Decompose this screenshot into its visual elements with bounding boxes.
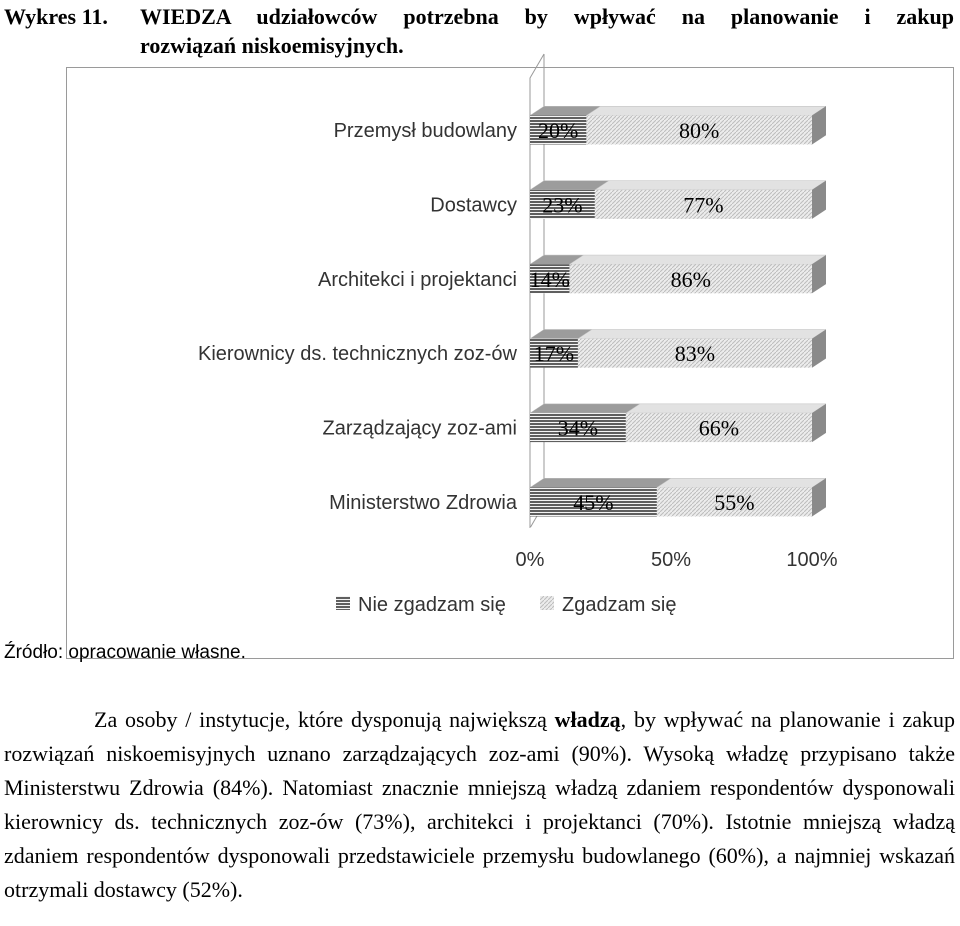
category-label: Dostawcy bbox=[430, 194, 517, 217]
legend-label: Zgadzam się bbox=[562, 594, 677, 616]
bar-top-disagree bbox=[530, 404, 640, 413]
data-label: 86% bbox=[670, 266, 711, 292]
x-tick-label: 100% bbox=[786, 549, 838, 571]
data-label: 23% bbox=[542, 192, 583, 218]
bar-top-disagree bbox=[530, 478, 671, 487]
bar-top-agree bbox=[595, 181, 826, 190]
data-label: 83% bbox=[674, 341, 716, 367]
chart-legend bbox=[336, 594, 677, 616]
body-text-start: Za osoby / instytucje, które dysponują największą bbox=[94, 707, 555, 732]
legend-swatch-disagree bbox=[336, 596, 350, 610]
data-label: 77% bbox=[683, 192, 724, 218]
bar-top-agree bbox=[569, 255, 826, 264]
figure-number: Wykres 11. bbox=[4, 4, 108, 29]
data-label: 20% bbox=[538, 118, 579, 143]
data-label: 66% bbox=[698, 415, 740, 441]
x-tick-label: 50% bbox=[650, 549, 692, 571]
category-label: Ministerstwo Zdrowia bbox=[329, 492, 517, 514]
data-label: 17% bbox=[533, 341, 575, 367]
bar-top-agree bbox=[586, 106, 826, 115]
category-label: Przemysł budowlany bbox=[333, 120, 517, 142]
x-tick-label: 0% bbox=[515, 549, 545, 571]
chart-bars bbox=[530, 106, 826, 516]
data-label: 45% bbox=[573, 490, 614, 515]
legend-swatch-agree bbox=[540, 596, 554, 610]
source-note: Źródło: opracowanie własne. bbox=[4, 642, 246, 663]
data-label: 34% bbox=[557, 415, 599, 441]
legend-label: Nie zgadzam się bbox=[358, 594, 506, 616]
data-label: 55% bbox=[714, 490, 755, 515]
body-text-end: , by wpływać na planowanie i zakup rozwiązań niskoemisyjnych uznano zarządzających zoz-ami (90%). Wysoką władzę przypisano także Ministerstwu Zdrowia (84%). Natomiast znacznie mniejszą władzą zdaniem respondentów dysponowali kierownicy ds. technicznych zoz-ów (73%), architekci i projektanci (70%). Istotnie mniejszą władzą zdaniem respondentów dysponowali przedstawiciele przemysłu budowlanego (60%), a najmniej wskazań otrzymali dostawcy (52%). bbox=[4, 707, 956, 902]
bar-top-agree bbox=[578, 329, 826, 338]
category-label: Architekci i projektanci bbox=[318, 268, 517, 291]
data-label: 80% bbox=[679, 118, 720, 143]
category-label: Zarządzający zoz-ami bbox=[322, 417, 517, 440]
bar-top-agree bbox=[657, 478, 826, 487]
body-paragraph bbox=[4, 703, 955, 907]
body-text-bold: władzą bbox=[554, 707, 621, 732]
figure-title-line-1: WIEDZA udziałowców potrzebna by wpływać na planowanie i zakup bbox=[140, 4, 954, 29]
category-label: Kierownicy ds. technicznych zoz-ów bbox=[197, 343, 517, 366]
data-label: 14% bbox=[529, 266, 570, 292]
figure-title-line-2: rozwiązań niskoemisyjnych. bbox=[140, 33, 404, 58]
bar-top-agree bbox=[626, 404, 826, 413]
